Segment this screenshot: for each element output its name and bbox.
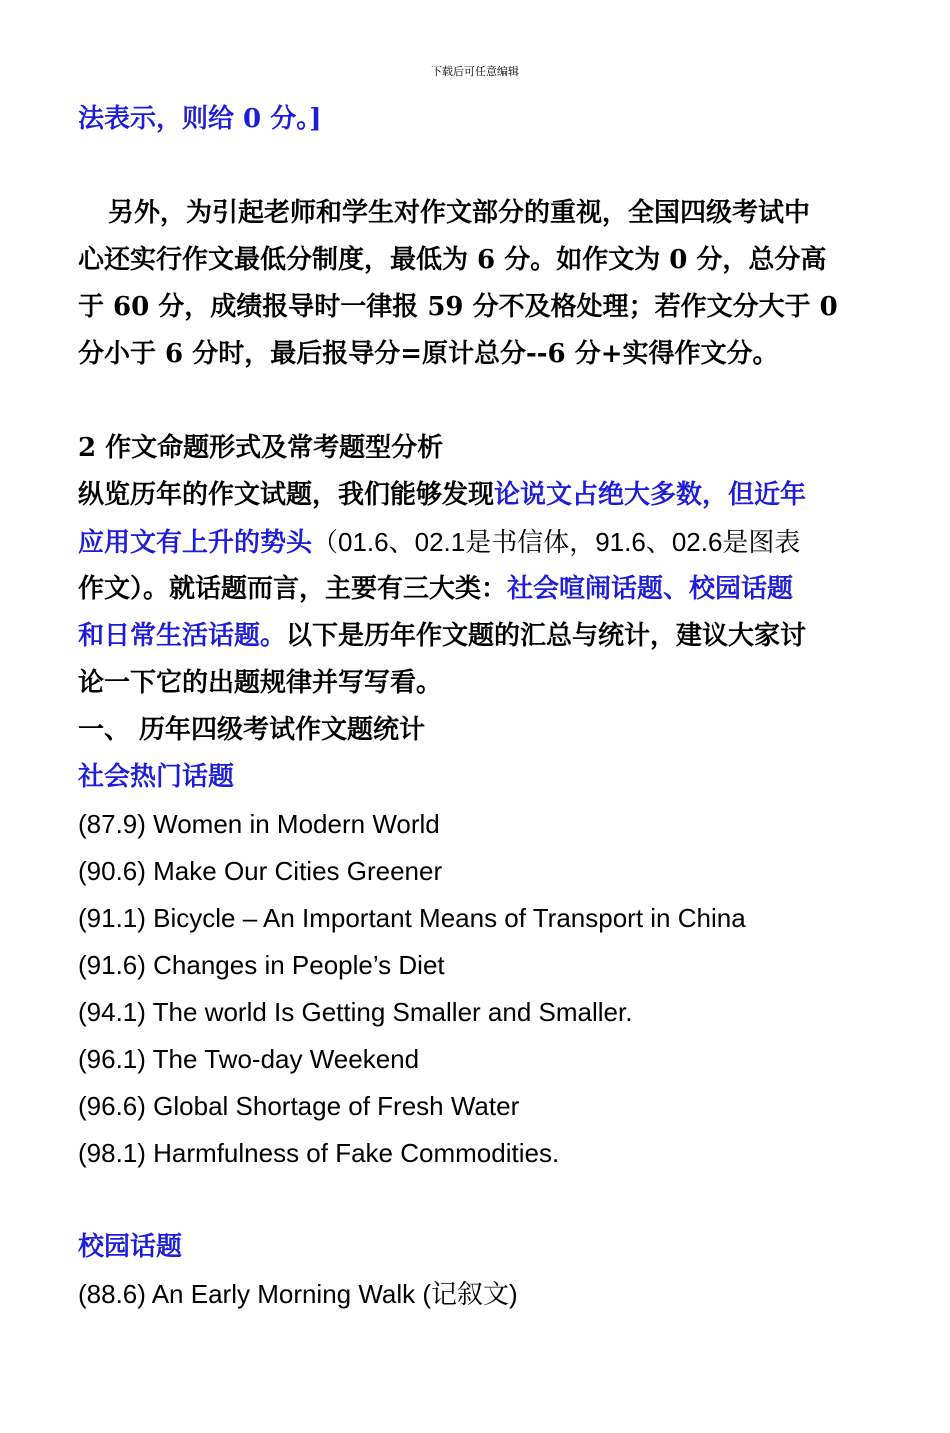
scoring-note-line: 法表示，则给 0 分。] (78, 104, 322, 134)
min-score-paragraph-line-1: 另外，为引起老师和学生对作文部分的重视，全国四级考试中 (108, 198, 811, 228)
analysis-line-2 (78, 519, 878, 566)
section-heading: 2 作文命题形式及常考题型分析 (78, 433, 444, 463)
analysis-line-4 (78, 613, 878, 660)
analysis-line-5: 论一下它的出题规律并写写看。 (78, 668, 443, 698)
min-score-paragraph-line-4: 分小于 6 分时，最后报导分=原计总分--6 分+实得作文分。 (78, 339, 779, 369)
spacer (78, 1177, 878, 1224)
page-header: 下载后可任意编辑 (431, 65, 519, 78)
highlight-text: 社会喧闹话题、校园话题 (507, 574, 794, 604)
analysis-text: 纵览历年的作文试题，我们能够发现 (78, 480, 495, 510)
social-topics-heading: 社会热门话题 (78, 762, 235, 792)
campus-topics-heading: 校园话题 (78, 1232, 183, 1262)
list-item: (88.6) An Early Morning Walk (记叙文) (78, 1279, 518, 1309)
list-item: (94.1) The world Is Getting Smaller and Smaller. (78, 997, 633, 1027)
list-item: (98.1) Harmfulness of Fake Commodities. (78, 1138, 560, 1168)
list-item: (87.9) Women in Modern World (78, 809, 440, 839)
document-body (78, 96, 878, 1318)
highlight-text: 应用文有上升的势头 (78, 528, 313, 558)
list-item: (90.6) Make Our Cities Greener (78, 856, 443, 886)
analysis-line-3 (78, 566, 878, 613)
list-item: (91.1) Bicycle – An Important Means of Transport in China (78, 903, 746, 933)
min-score-paragraph-line-3: 于 60 分，成绩报导时一律报 59 分不及格处理；若作文分大于 0 (78, 292, 838, 322)
sub-heading: 一、 历年四级考试作文题统计 (78, 715, 426, 745)
analysis-line-1 (78, 472, 878, 519)
analysis-text: （01.6、02.1是书信体，91.6、02.6是图表 (312, 527, 801, 557)
list-item: (91.6) Changes in People’s Diet (78, 950, 445, 980)
list-item: (96.1) The Two-day Weekend (78, 1044, 420, 1074)
analysis-text: 作文）。就话题而言，主要有三大类： (78, 574, 508, 604)
min-score-paragraph-line-2: 心还实行作文最低分制度，最低为 6 分。如作文为 0 分，总分高 (78, 245, 827, 275)
highlight-text: 论说文占绝大多数，但近年 (494, 480, 807, 510)
analysis-text: 以下是历年作文题的汇总与统计，建议大家讨 (286, 621, 807, 651)
spacer (78, 378, 878, 425)
spacer (78, 143, 878, 190)
highlight-text: 和日常生活话题。 (78, 621, 287, 651)
list-item: (96.6) Global Shortage of Fresh Water (78, 1091, 520, 1121)
